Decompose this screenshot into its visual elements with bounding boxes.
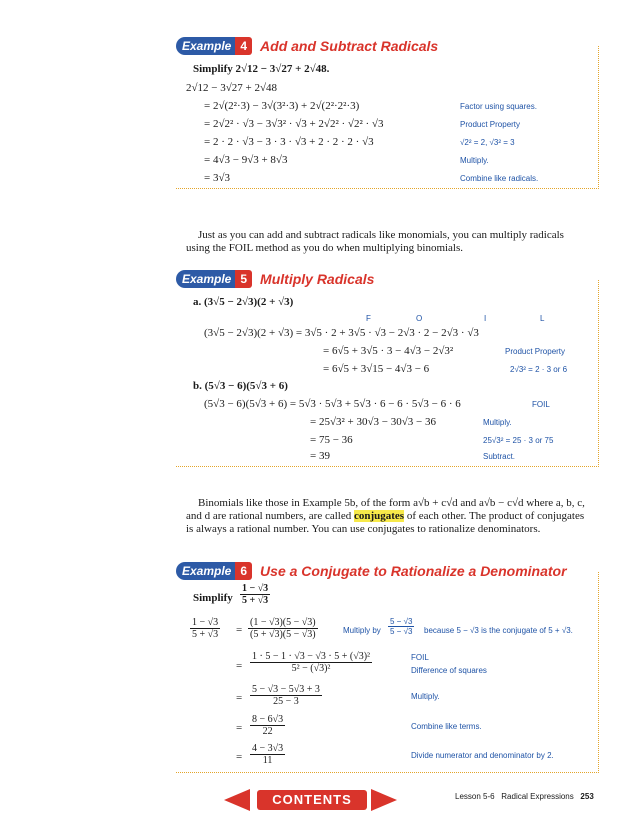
example-number: 4 — [235, 37, 252, 55]
fraction-denominator: 5 + √3 — [242, 595, 269, 606]
fraction-numerator: 1 · 5 − 1 · √3 − √3 · 5 + (√3)² — [252, 651, 371, 662]
fraction-denominator: 22 — [262, 726, 273, 737]
example-title: Add and Subtract Radicals — [260, 38, 439, 54]
page-number: 253 — [580, 792, 594, 801]
fraction-denominator: 25 − 3 — [273, 696, 299, 707]
fraction-numerator: 1 − √3 — [192, 617, 219, 628]
fraction-denominator: 5 + √3 — [192, 629, 219, 640]
example-6-header — [176, 562, 567, 580]
fraction-numerator: (1 − √3)(5 − √3) — [250, 617, 316, 628]
ex5b-step: = 25√3² + 30√3 − 30√3 − 36 — [310, 416, 436, 428]
ex6-note-fraction — [388, 617, 414, 636]
ex6-prompt-fraction — [240, 583, 270, 606]
example-number: 6 — [235, 562, 252, 580]
fraction-numerator: 5 − √3 − 5√3 + 3 — [252, 684, 320, 695]
example-number: 5 — [235, 270, 252, 288]
fraction-numerator: 4 − 3√3 — [252, 743, 284, 754]
ex5a-step: = 6√5 + 3√15 − 4√3 − 6 — [323, 363, 430, 375]
ex5b-note: FOIL — [532, 400, 550, 409]
lesson-number: Lesson 5-6 — [455, 792, 495, 801]
equals-sign: = — [236, 751, 243, 763]
ex6-step2-note: Difference of squares — [411, 666, 487, 675]
ex4-note: √2² = 2, √3² = 3 — [460, 138, 515, 147]
example-label: Example — [176, 270, 235, 288]
ex4-note: Multiply. — [460, 156, 489, 165]
ex6-step2-note: FOIL — [411, 653, 429, 662]
ex4-step: = 4√3 − 9√3 + 8√3 — [204, 154, 288, 166]
example-label: Example — [176, 562, 235, 580]
ex4-step: = 2√2² · √3 − 3√3² · √3 + 2√2² · √2² · √3 — [204, 118, 384, 130]
ex6-step1-left — [190, 617, 220, 640]
paragraph-text: Binomials like those in Example 5b, of the form a√b + c√d and a√b − c√d where a, b, c, and d are rational numbers, are called — [186, 497, 585, 522]
ex5b-step: = 75 − 36 — [310, 434, 353, 446]
example-5-header — [176, 270, 374, 288]
ex6-note-post: because 5 − √3 is the conjugate of 5 + √3. — [424, 626, 573, 635]
fraction-denominator: 11 — [262, 755, 273, 766]
ex4-step: = 3√3 — [204, 172, 230, 184]
equals-sign: = — [236, 660, 243, 672]
example-4-prompt: Simplify 2√12 − 3√27 + 2√48. — [193, 63, 330, 75]
ex4-step: = 2√(2²·3) − 3√(3²·3) + 2√(2²·2²·3) — [204, 100, 360, 112]
ex4-step: = 2 · 2 · √3 − 3 · 3 · √3 + 2 · 2 · 2 · √3 — [204, 136, 374, 148]
equals-sign: = — [236, 692, 243, 704]
conjugates-highlight: conjugates — [353, 510, 405, 522]
foil-letter-f: F — [366, 314, 371, 323]
fraction-numerator: 8 − 6√3 — [252, 714, 284, 725]
paragraph-foil-intro: Just as you can add and subtract radicals like monomials, you can multiply radicals using the FOIL method as you do when multiplying binomials. — [186, 229, 564, 254]
contents-button[interactable]: CONTENTS — [257, 790, 367, 810]
ex6-step3-note: Multiply. — [411, 692, 440, 701]
equals-sign: = — [236, 722, 243, 734]
ex6-step4 — [250, 714, 285, 737]
lesson-title: Radical Expressions — [501, 792, 574, 801]
example-4-header — [176, 37, 438, 55]
ex6-prompt-word: Simplify — [193, 592, 233, 604]
ex5-part-b: b. (5√3 − 6)(5√3 + 6) — [193, 380, 288, 392]
fraction-numerator: 1 − √3 — [242, 583, 269, 594]
ex5a-step: = 6√5 + 3√5 · 3 − 4√3 − 2√3² — [323, 345, 454, 357]
fraction-denominator: 5 − √3 — [390, 627, 413, 636]
paragraph-conjugates — [186, 497, 586, 536]
previous-page-arrow-icon[interactable] — [224, 789, 250, 811]
ex5b-step: = 39 — [310, 450, 330, 462]
fraction-numerator: 5 − √3 — [390, 617, 413, 626]
ex5b-note: 25√3² = 25 · 3 or 75 — [483, 436, 554, 445]
ex4-note: Product Property — [460, 120, 521, 129]
ex5b-note: Subtract. — [483, 452, 516, 461]
ex6-step2 — [250, 651, 372, 674]
ex4-note: Factor using squares. — [460, 102, 537, 111]
next-page-arrow-icon[interactable] — [371, 789, 397, 811]
ex6-step3 — [250, 684, 322, 707]
ex4-step: 2√12 − 3√27 + 2√48 — [186, 82, 278, 94]
foil-letter-o: O — [416, 314, 423, 323]
ex5a-note: 2√3² = 2 · 3 or 6 — [510, 365, 568, 374]
ex6-step4-note: Combine like terms. — [411, 722, 482, 731]
equals-sign: = — [236, 624, 243, 636]
fraction-denominator: (5 + √3)(5 − √3) — [250, 629, 316, 640]
example-title: Multiply Radicals — [260, 271, 375, 287]
example-title: Use a Conjugate to Rationalize a Denominator — [260, 563, 567, 579]
ex6-note-pre: Multiply by — [343, 626, 381, 635]
ex5b-note: Multiply. — [483, 418, 512, 427]
foil-letter-l: L — [540, 314, 545, 323]
ex5a-step: (3√5 − 2√3)(2 + √3) = 3√5 · 2 + 3√5 · √3 − 2√3 · 2 − 2√3 · √3 — [204, 327, 479, 339]
ex6-step5-note: Divide numerator and denominator by 2. — [411, 751, 554, 760]
page-footer — [455, 792, 594, 801]
ex6-step5 — [250, 743, 285, 766]
example-label: Example — [176, 37, 235, 55]
ex4-note: Combine like radicals. — [460, 174, 539, 183]
fraction-denominator: 5² − (√3)² — [291, 663, 331, 674]
ex6-step1-right — [248, 617, 318, 640]
ex5a-note: Product Property — [505, 347, 566, 356]
foil-letter-i: I — [484, 314, 487, 323]
ex5-part-a: a. (3√5 − 2√3)(2 + √3) — [193, 296, 294, 308]
paragraph-text: of each other. The product of conjugates is always a rational number. You can use conjugates to rationalize denominators. — [186, 510, 585, 535]
ex5b-step: (5√3 − 6)(5√3 + 6) = 5√3 · 5√3 + 5√3 · 6 − 6 · 5√3 − 6 · 6 — [204, 398, 461, 410]
